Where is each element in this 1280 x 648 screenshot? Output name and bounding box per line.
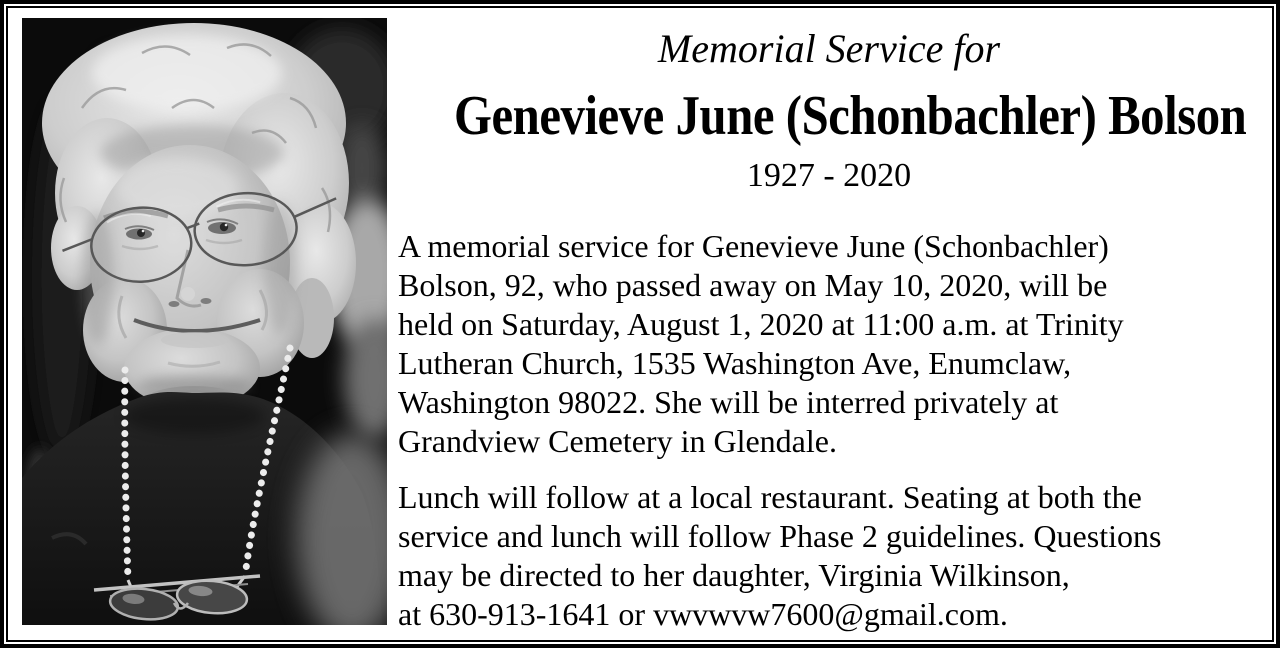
portrait-photo (22, 18, 387, 625)
announcement-body (398, 227, 1260, 634)
deceased-name: Genevieve June (Schonbachler) Bolson (454, 85, 1247, 147)
body-text-line: held on Saturday, August 1, 2020 at 11:00 a.m. at Trinity (398, 306, 1124, 343)
lunch-contact-paragraph (398, 478, 1260, 634)
body-text-line: may be directed to her daughter, Virginia Wilkinson, (398, 557, 1070, 594)
body-text-line: at 630-913-1641 or vwvwvw7600@gmail.com. (398, 596, 1008, 633)
body-text-line: Bolson, 92, who passed away on May 10, 2020, will be (398, 267, 1108, 304)
life-years: 1927 - 2020 (746, 157, 912, 194)
portrait-illustration (22, 18, 387, 625)
body-text-line: service and lunch will follow Phase 2 guidelines. Questions (398, 518, 1162, 555)
body-text-line: Lutheran Church, 1535 Washington Ave, Enumclaw, (398, 345, 1072, 382)
body-text-line: A memorial service for Genevieve June (Schonbachler) (398, 228, 1109, 265)
service-details-paragraph (398, 227, 1260, 461)
body-text-line: Lunch will follow at a local restaurant. Seating at both the (398, 479, 1142, 516)
body-text-line: Washington 98022. She will be interred privately at (398, 384, 1059, 421)
memorial-service-heading: Memorial Service for (657, 26, 1001, 71)
body-text-line: Grandview Cemetery in Glendale. (398, 423, 837, 460)
announcement-text-column (398, 18, 1260, 634)
